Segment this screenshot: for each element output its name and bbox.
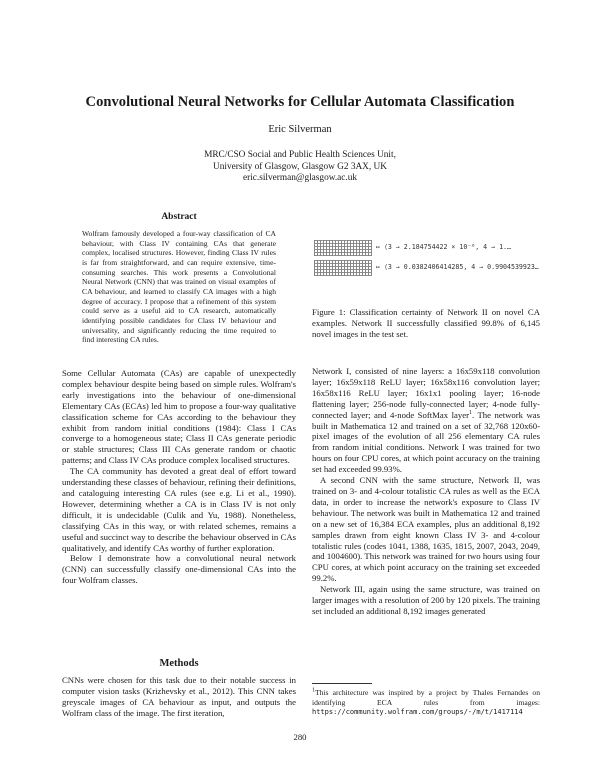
network-description [312, 366, 540, 617]
author-email: eric.silverman@glasgow.ac.uk [242, 173, 358, 184]
footnote-number: 1 [312, 687, 315, 694]
intro-paragraph-1: Some Cellular Automata (CAs) are capable of unexpectedly complex behaviour despite being based on simple rules. Wolfram's early investigations into the behaviour of one-dimensional Elementary CAs (ECAs) led him to propose a four-way qualitative classification scheme for CAs according to the behaviour they exhibit from random initial conditions (1984): Class I CAs converge to a homogeneous state; Class II CAs generate periodic or stable structures; Class III CAs generate random or chaotic patterns; and Class IV CAs produce complex localised structures. [62, 368, 296, 466]
classification-output-1: ↦ ⟨3 → 2.184754422 × 10⁻⁶, 4 → 1.… [376, 243, 511, 251]
methods-section [62, 675, 296, 719]
network-paragraph-1-text: Network I, consisted of nine layers: a 16x59x118 convolution layer; 16x59x118 ReLU layer; 16x58x116 convolution layer; 16x58x116 ReLU layer; 16x1x1 pooling layer; 16-node flattening layer; 256-node fully-connected layer; 4-node fully-connected layer; and 4-node SoftMax layer [312, 366, 540, 420]
classification-output-2: ↦ ⟨3 → 0.0382406414285, 4 → 0.9904539923… [376, 263, 539, 271]
footnote-divider [312, 683, 372, 684]
network-paragraph-1 [312, 366, 540, 475]
paper-title: Convolutional Neural Networks for Cellular Automata Classification [85, 94, 515, 110]
ca-image-thumbnail [314, 240, 372, 256]
introduction [62, 368, 296, 586]
methods-heading: Methods [159, 658, 199, 669]
footnote-marker: 1 [468, 409, 472, 416]
intro-paragraph-3: Below I demonstrate how a convolutional neural network (CNN) can successfully classify one-dimensional CAs into the four Wolfram classes. [62, 553, 296, 586]
network-paragraph-1-rest: . The network was built in Mathematica 12 and trained on a set of 32,768 120x60-pixel images of the evolution of all 256 elementary CA rules from random initial conditions. Network I was trained for two hours on four CPU cores, at which point accuracy on the training set had exceeded 99.93%. [312, 409, 540, 475]
page-number: 280 [293, 732, 307, 742]
footnote-text: This architecture was inspired by a project by Thales Fernandes on identifying ECA rules from images: [312, 688, 540, 707]
methods-paragraph: CNNs were chosen for this task due to their notable success in computer vision tasks (Krizhevsky et al., 2012). This CNN takes greyscale images of CA behaviour as input, and outputs the Wolfram class of the image. The first iteration, [62, 675, 296, 718]
affiliation-address: University of Glasgow, Glasgow G2 3AX, UK [213, 161, 387, 172]
intro-paragraph-2: The CA community has devoted a great deal of effort toward understanding these classes of behaviour, refining their definitions, and cataloguing interesting CA rules (see e.g. Li et al., 1990). However, determining whether a CA is in Class IV is not only difficult, it is undecidable (Culik and Yu, 1988). Nonetheless, classifying CAs in this way, or with related schemes, remains a useful and succinct way to describe the behaviour observed in CAs qualitatively, and identify CAs worthy of further exploration. [62, 466, 296, 553]
author-name: Eric Silverman [268, 124, 332, 135]
figure-row-2 [312, 258, 540, 278]
ca-image-thumbnail [314, 260, 372, 276]
figure-row-1 [312, 238, 540, 258]
affiliation-unit: MRC/CSO Social and Public Health Sciences Unit, [204, 150, 396, 160]
figure-1 [312, 238, 540, 278]
network-paragraph-3: Network III, again using the same structure, was trained on larger images with a resolution of 200 by 120 pixels. The training set included an additional 8,192 images generated [312, 584, 540, 616]
figure-caption: Figure 1: Classification certainty of Network II on novel CA examples. Network II successfully classified 99.8% of 6,145 novel images in the test set. [312, 307, 540, 339]
network-paragraph-2: A second CNN with the same structure, Network II, was trained on 3- and 4-colour totalistic CA rules as well as the ECA data, in order to increase the network's exposure to Class IV behaviour. The network was built in Mathematica 12 and trained on a new set of 16,384 ECA examples, plus an additional 8,192 samples drawn from eight known Class IV 3- and 4-colour totalistic rules (codes 1041, 1388, 1635, 1815, 2007, 2043, 2049, and 1004600). This network was trained for two hours using four CPU cores, at which point accuracy on the training set exceeded 99.2%. [312, 475, 540, 584]
affiliation [0, 150, 600, 185]
abstract-text: Wolfram famously developed a four-way classification of CA behaviour, with Class IV containing CAs that generate complex, localised structures. However, finding Class IV rules is far from straightforward, and can require extensive, time-consuming searches. This work presents a Convolutional Neural Network (CNN) that was trained on visual examples of CA behaviour, and learned to classify CA images with a high degree of accuracy. I propose that a refinement of this system could serve as a useful aid to CA research, automatically identifying possible candidates for Class IV behaviour and universality, and significantly reducing the time required to find interesting CA rules. [82, 229, 276, 345]
footnote [312, 688, 540, 718]
footnote-url[interactable]: https://community.wolfram.com/groups/-/m/t/1417114 [312, 708, 523, 717]
abstract-heading: Abstract [161, 212, 197, 222]
